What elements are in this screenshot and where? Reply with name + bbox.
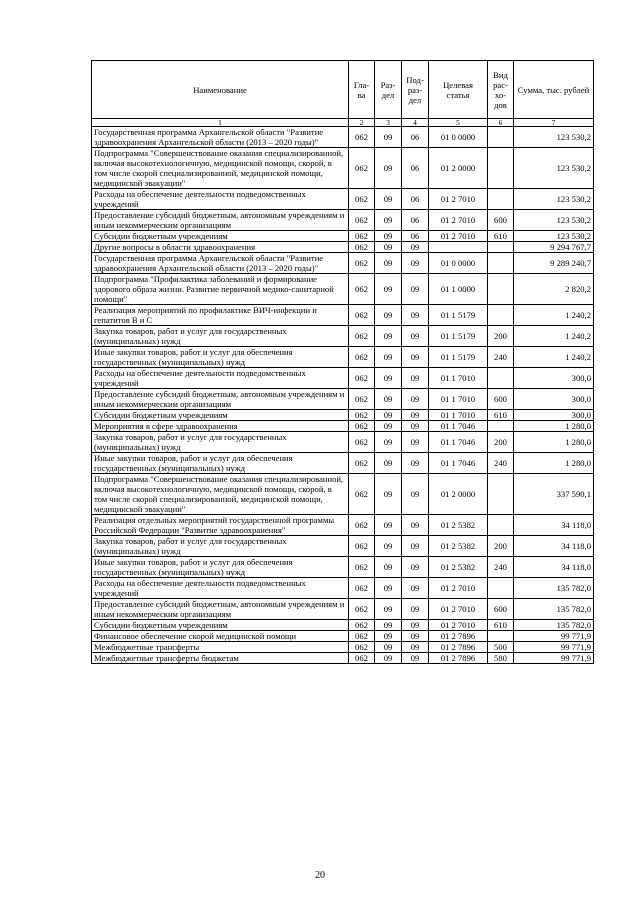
row-name: Предоставление субсидий бюджетным, автономным учреждениям и иным некоммерческим организациям	[92, 599, 349, 620]
row-summa: 123 530,2	[514, 210, 594, 231]
table-row	[92, 189, 594, 210]
row-statya: 01 2 7010	[429, 620, 488, 631]
row-razdel: 09	[375, 474, 402, 515]
row-podrazdel: 06	[402, 189, 429, 210]
row-vid	[488, 189, 514, 210]
row-razdel: 09	[375, 653, 402, 664]
row-vid	[488, 368, 514, 389]
table-row	[92, 557, 594, 578]
header-vid: Вид рас-хо-дов	[488, 61, 514, 119]
row-podrazdel: 09	[402, 389, 429, 410]
table-row	[92, 631, 594, 642]
column-number: 3	[375, 119, 402, 127]
row-razdel: 09	[375, 432, 402, 453]
row-summa: 34 118,0	[514, 557, 594, 578]
row-razdel: 09	[375, 210, 402, 231]
row-name: Расходы на обеспечение деятельности подведомственных учреждений	[92, 189, 349, 210]
row-razdel: 09	[375, 148, 402, 189]
row-summa: 1 240,2	[514, 305, 594, 326]
table-row	[92, 127, 594, 148]
row-razdel: 09	[375, 347, 402, 368]
row-glava: 062	[349, 389, 375, 410]
row-razdel: 09	[375, 536, 402, 557]
row-name: Иные закупки товаров, работ и услуг для обеспечения государственных (муниципальных) нужд	[92, 347, 349, 368]
row-statya: 01 0 0000	[429, 127, 488, 148]
row-name: Закупка товаров, работ и услуг для государственных (муниципальных) нужд	[92, 326, 349, 347]
row-vid: 240	[488, 453, 514, 474]
table-row	[92, 231, 594, 242]
row-razdel: 09	[375, 189, 402, 210]
row-glava: 062	[349, 253, 375, 274]
row-glava: 062	[349, 368, 375, 389]
row-name: Предоставление субсидий бюджетным, автономным учреждениям и иным некоммерческим организациям	[92, 210, 349, 231]
row-name: Реализация отдельных мероприятий государственной программы Российской Федерации "Развитие здравоохранения"	[92, 515, 349, 536]
row-summa: 1 240,2	[514, 326, 594, 347]
row-summa: 9 289 240,7	[514, 253, 594, 274]
row-podrazdel: 09	[402, 305, 429, 326]
row-statya: 01 2 7010	[429, 210, 488, 231]
row-name: Предоставление субсидий бюджетным, автономным учреждениям и иным некоммерческим организациям	[92, 389, 349, 410]
row-podrazdel: 06	[402, 210, 429, 231]
row-glava: 062	[349, 620, 375, 631]
row-glava: 062	[349, 421, 375, 432]
row-razdel: 09	[375, 421, 402, 432]
row-glava: 062	[349, 305, 375, 326]
table-body	[92, 127, 594, 664]
row-statya: 01 2 5382	[429, 515, 488, 536]
table-row	[92, 536, 594, 557]
row-name: Государственная программа Архангельской области "Развитие здравоохранения Архангельской области (2013 – 2020 годы)"	[92, 127, 349, 148]
row-glava: 062	[349, 631, 375, 642]
header-glava: Гла-ва	[349, 61, 375, 119]
row-podrazdel: 09	[402, 515, 429, 536]
row-glava: 062	[349, 274, 375, 305]
row-statya: 01 2 5382	[429, 557, 488, 578]
row-summa: 135 782,0	[514, 599, 594, 620]
row-summa: 300,0	[514, 368, 594, 389]
table-row	[92, 210, 594, 231]
row-name: Закупка товаров, работ и услуг для государственных (муниципальных) нужд	[92, 432, 349, 453]
row-statya: 01 1 5179	[429, 347, 488, 368]
row-podrazdel: 09	[402, 578, 429, 599]
row-name: Межбюджетные трансферты бюджетам	[92, 653, 349, 664]
row-glava: 062	[349, 347, 375, 368]
row-podrazdel: 09	[402, 347, 429, 368]
row-razdel: 09	[375, 453, 402, 474]
row-razdel: 09	[375, 620, 402, 631]
table-row	[92, 305, 594, 326]
row-vid	[488, 274, 514, 305]
table-row	[92, 148, 594, 189]
row-vid	[488, 474, 514, 515]
row-vid: 200	[488, 326, 514, 347]
row-vid	[488, 578, 514, 599]
row-summa: 337 590,1	[514, 474, 594, 515]
row-statya: 01 2 0000	[429, 148, 488, 189]
table-row	[92, 242, 594, 253]
column-number: 6	[488, 119, 514, 127]
row-vid: 610	[488, 620, 514, 631]
row-vid	[488, 631, 514, 642]
row-summa: 1 280,0	[514, 432, 594, 453]
row-statya: 01 1 7010	[429, 410, 488, 421]
row-statya: 01 0 0000	[429, 253, 488, 274]
row-summa: 99 771,9	[514, 631, 594, 642]
row-vid: 600	[488, 599, 514, 620]
table-row	[92, 578, 594, 599]
row-razdel: 09	[375, 578, 402, 599]
row-vid	[488, 305, 514, 326]
row-statya: 01 1 7010	[429, 389, 488, 410]
row-name: Закупка товаров, работ и услуг для государственных (муниципальных) нужд	[92, 536, 349, 557]
row-razdel: 09	[375, 410, 402, 421]
header-podrazdel: Под-раз-дел	[402, 61, 429, 119]
row-glava: 062	[349, 474, 375, 515]
row-name: Мероприятия в сфере здравоохранения	[92, 421, 349, 432]
row-summa: 99 771,9	[514, 642, 594, 653]
row-name: Межбюджетные трансферты	[92, 642, 349, 653]
row-summa: 2 820,2	[514, 274, 594, 305]
row-podrazdel: 09	[402, 368, 429, 389]
row-razdel: 09	[375, 631, 402, 642]
row-podrazdel: 09	[402, 274, 429, 305]
row-vid: 610	[488, 231, 514, 242]
row-name: Другие вопросы в области здравоохранения	[92, 242, 349, 253]
row-name: Подпрограмма "Совершенствование оказания специализированной, включая высокотехнологичную, медицинской помощи, скорой, в том числе скорой специализированной, медицинской помощи, медицинской эвакуации"	[92, 148, 349, 189]
row-summa: 34 118,0	[514, 536, 594, 557]
row-vid: 240	[488, 347, 514, 368]
row-podrazdel: 09	[402, 474, 429, 515]
table-row	[92, 642, 594, 653]
row-summa: 123 530,2	[514, 189, 594, 210]
row-razdel: 09	[375, 515, 402, 536]
row-podrazdel: 09	[402, 620, 429, 631]
row-vid: 200	[488, 536, 514, 557]
column-number: 2	[349, 119, 375, 127]
row-vid: 600	[488, 210, 514, 231]
row-vid: 600	[488, 389, 514, 410]
row-summa: 34 118,0	[514, 515, 594, 536]
row-glava: 062	[349, 231, 375, 242]
row-razdel: 09	[375, 326, 402, 347]
row-statya: 01 2 5382	[429, 536, 488, 557]
header-razdel: Раз-дел	[375, 61, 402, 119]
row-glava: 062	[349, 189, 375, 210]
row-summa: 300,0	[514, 389, 594, 410]
row-summa: 1 280,0	[514, 453, 594, 474]
table-row	[92, 368, 594, 389]
row-podrazdel: 06	[402, 231, 429, 242]
row-glava: 062	[349, 557, 375, 578]
row-razdel: 09	[375, 127, 402, 148]
row-statya: 01 2 7010	[429, 599, 488, 620]
row-razdel: 09	[375, 599, 402, 620]
row-vid: 580	[488, 653, 514, 664]
row-statya: 01 2 7896	[429, 642, 488, 653]
row-statya	[429, 242, 488, 253]
row-podrazdel: 09	[402, 421, 429, 432]
row-name: Финансовое обеспечение скорой медицинской помощи	[92, 631, 349, 642]
table-row	[92, 599, 594, 620]
row-razdel: 09	[375, 389, 402, 410]
row-razdel: 09	[375, 557, 402, 578]
row-statya: 01 2 7010	[429, 231, 488, 242]
row-statya: 01 2 7896	[429, 653, 488, 664]
row-name: Государственная программа Архангельской области "Развитие здравоохранения Архангельской области (2013 – 2020 годы)"	[92, 253, 349, 274]
row-glava: 062	[349, 326, 375, 347]
row-vid: 240	[488, 557, 514, 578]
row-podrazdel: 09	[402, 631, 429, 642]
column-number: 7	[514, 119, 594, 127]
table-row	[92, 432, 594, 453]
row-razdel: 09	[375, 253, 402, 274]
row-statya: 01 1 7046	[429, 432, 488, 453]
row-podrazdel: 06	[402, 127, 429, 148]
page-number: 20	[315, 870, 325, 881]
row-glava: 062	[349, 127, 375, 148]
row-name: Иные закупки товаров, работ и услуг для обеспечения государственных (муниципальных) нужд	[92, 453, 349, 474]
row-glava: 062	[349, 536, 375, 557]
row-summa: 135 782,0	[514, 620, 594, 631]
row-name: Подпрограмма "Совершенствование оказания специализированной, включая высокотехнологичную, медицинской помощи, скорой, в том числе скорой специализированной, медицинской помощи, медицинской эвакуации"	[92, 474, 349, 515]
row-podrazdel: 09	[402, 242, 429, 253]
row-podrazdel: 09	[402, 557, 429, 578]
header-statya: Целевая статья	[429, 61, 488, 119]
table-row	[92, 326, 594, 347]
row-podrazdel: 09	[402, 599, 429, 620]
row-name: Иные закупки товаров, работ и услуг для обеспечения государственных (муниципальных) нужд	[92, 557, 349, 578]
row-statya: 01 1 0000	[429, 274, 488, 305]
row-glava: 062	[349, 642, 375, 653]
row-name: Субсидии бюджетным учреждениям	[92, 620, 349, 631]
row-glava: 062	[349, 653, 375, 664]
row-podrazdel: 09	[402, 453, 429, 474]
table-row	[92, 620, 594, 631]
row-razdel: 09	[375, 642, 402, 653]
row-vid	[488, 242, 514, 253]
row-glava: 062	[349, 242, 375, 253]
row-summa: 1 240,2	[514, 347, 594, 368]
row-glava: 062	[349, 453, 375, 474]
row-podrazdel: 09	[402, 253, 429, 274]
row-summa: 135 782,0	[514, 578, 594, 599]
column-number: 4	[402, 119, 429, 127]
column-number: 5	[429, 119, 488, 127]
row-razdel: 09	[375, 231, 402, 242]
table-row	[92, 453, 594, 474]
row-summa: 123 530,2	[514, 148, 594, 189]
row-razdel: 09	[375, 368, 402, 389]
row-statya: 01 2 7010	[429, 578, 488, 599]
row-podrazdel: 06	[402, 148, 429, 189]
column-number-row	[92, 119, 594, 127]
row-vid	[488, 253, 514, 274]
row-razdel: 09	[375, 274, 402, 305]
row-glava: 062	[349, 432, 375, 453]
row-podrazdel: 09	[402, 432, 429, 453]
column-number: 1	[92, 119, 349, 127]
header-summa: Сумма, тыс. рублей	[514, 61, 594, 119]
row-summa: 1 280,0	[514, 421, 594, 432]
row-statya: 01 1 7046	[429, 421, 488, 432]
row-vid	[488, 127, 514, 148]
table-row	[92, 410, 594, 421]
row-vid: 610	[488, 410, 514, 421]
table-row	[92, 474, 594, 515]
row-glava: 062	[349, 599, 375, 620]
row-summa: 123 530,2	[514, 127, 594, 148]
table-row	[92, 253, 594, 274]
row-name: Реализация мероприятий по профилактике ВИЧ-инфекции и гепатитов В и С	[92, 305, 349, 326]
row-podrazdel: 09	[402, 642, 429, 653]
row-summa: 123 530,2	[514, 231, 594, 242]
row-name: Расходы на обеспечение деятельности подведомственных учреждений	[92, 368, 349, 389]
row-name: Субсидии бюджетным учреждениям	[92, 231, 349, 242]
row-name: Подпрограмма "Профилактика заболеваний и формирование здорового образа жизни. Развитие первичной медико-санитарной помощи"	[92, 274, 349, 305]
row-glava: 062	[349, 515, 375, 536]
row-statya: 01 1 7046	[429, 453, 488, 474]
row-vid	[488, 515, 514, 536]
row-podrazdel: 09	[402, 536, 429, 557]
row-glava: 062	[349, 410, 375, 421]
row-summa: 9 294 767,7	[514, 242, 594, 253]
table-row	[92, 389, 594, 410]
row-statya: 01 1 5179	[429, 305, 488, 326]
budget-table	[91, 60, 594, 664]
row-podrazdel: 09	[402, 410, 429, 421]
row-summa: 99 771,9	[514, 653, 594, 664]
table-row	[92, 515, 594, 536]
row-podrazdel: 09	[402, 326, 429, 347]
row-vid	[488, 421, 514, 432]
row-summa: 300,0	[514, 410, 594, 421]
table-row	[92, 347, 594, 368]
table-row	[92, 653, 594, 664]
row-vid: 500	[488, 642, 514, 653]
table-row	[92, 274, 594, 305]
header-row	[92, 61, 594, 119]
row-name: Расходы на обеспечение деятельности подведомственных учреждений	[92, 578, 349, 599]
row-glava: 062	[349, 578, 375, 599]
row-name: Субсидии бюджетным учреждениям	[92, 410, 349, 421]
row-podrazdel: 09	[402, 653, 429, 664]
row-statya: 01 2 7010	[429, 189, 488, 210]
row-vid	[488, 148, 514, 189]
row-statya: 01 1 5179	[429, 326, 488, 347]
row-razdel: 09	[375, 242, 402, 253]
row-vid: 200	[488, 432, 514, 453]
table-row	[92, 421, 594, 432]
row-razdel: 09	[375, 305, 402, 326]
row-statya: 01 1 7010	[429, 368, 488, 389]
row-glava: 062	[349, 210, 375, 231]
row-glava: 062	[349, 148, 375, 189]
header-name: Наименование	[92, 61, 349, 119]
row-statya: 01 2 7896	[429, 631, 488, 642]
row-statya: 01 2 0000	[429, 474, 488, 515]
